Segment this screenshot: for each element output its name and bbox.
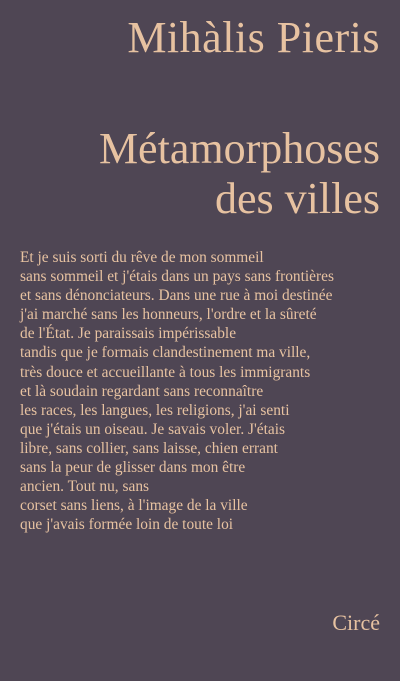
poem-line: ancien. Tout nu, sans (20, 478, 150, 496)
poem-line: que j'avais formée loin de toute loi (20, 516, 234, 534)
poem-line: sans sommeil et j'étais dans un pays sans frontières (20, 268, 334, 286)
poem-line: et sans dénonciateurs. Dans une rue à moi destinée (20, 287, 333, 305)
poem-line: j'ai marché sans les honneurs, l'ordre et la sûreté (20, 306, 317, 324)
poem-line: libre, sans collier, sans laisse, chien errant (20, 439, 278, 457)
poem-line: et là soudain regardant sans reconnaître (20, 382, 264, 400)
publisher-name: Circé (332, 610, 380, 635)
poem-line: tandis que je formais clandestinement ma ville, (20, 344, 311, 362)
book-title (99, 124, 380, 224)
poem-line: très douce et accueillante à tous les immigrants (20, 363, 311, 381)
author-name: Mihàlis Pieris (127, 13, 380, 62)
poem-line: sans la peur de glisser dans mon être (20, 459, 246, 477)
title-line-2: des villes (215, 174, 380, 223)
poem-excerpt (20, 248, 380, 534)
poem-line: corset sans liens, à l'image de la ville (20, 497, 248, 515)
title-line-1: Métamorphoses (98, 124, 380, 173)
poem-line: de l'État. Je paraissais impérissable (20, 325, 237, 343)
poem-line: les races, les langues, les religions, j'ai senti (20, 401, 290, 419)
poem-line: que j'étais un oiseau. Je savais voler. J'étais (20, 420, 285, 438)
poem-line: Et je suis sorti du rêve de mon sommeil (20, 249, 264, 266)
